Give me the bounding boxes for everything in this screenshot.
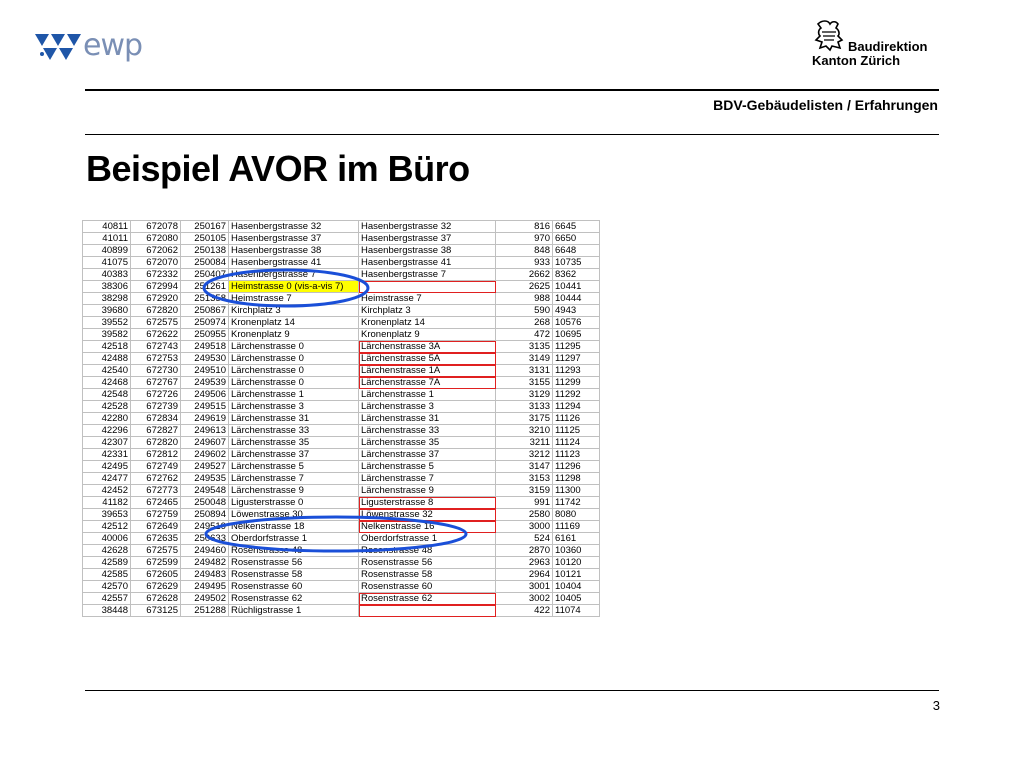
- table-cell: 251261: [181, 281, 229, 293]
- table-row: [83, 221, 600, 233]
- table-cell: Hasenbergstrasse 7: [229, 269, 359, 281]
- table-row: [83, 461, 600, 473]
- table-cell: 3000: [496, 521, 553, 533]
- table-cell: 524: [496, 533, 553, 545]
- table-cell: Hasenbergstrasse 38: [229, 245, 359, 257]
- table-cell: 42557: [83, 593, 131, 605]
- table-cell: 3212: [496, 449, 553, 461]
- table-cell: 249548: [181, 485, 229, 497]
- table-cell: 672629: [131, 581, 181, 593]
- table-cell: 42477: [83, 473, 131, 485]
- table-cell: 249527: [181, 461, 229, 473]
- table-cell: 42468: [83, 377, 131, 389]
- table-cell: Lärchenstrasse 9: [229, 485, 359, 497]
- table-cell: Lärchenstrasse 1: [229, 389, 359, 401]
- table-cell: Lärchenstrasse 5: [359, 461, 496, 473]
- table-cell: 41182: [83, 497, 131, 509]
- table-cell: 672622: [131, 329, 181, 341]
- table-cell: 422: [496, 605, 553, 617]
- table-cell: 249530: [181, 353, 229, 365]
- table-cell: Nelkenstrasse 16: [359, 521, 496, 533]
- table-cell: Rosenstrasse 48: [229, 545, 359, 557]
- table-cell: 11298: [553, 473, 600, 485]
- table-cell: Lärchenstrasse 0: [229, 377, 359, 389]
- table-row: [83, 269, 600, 281]
- table-cell: 672649: [131, 521, 181, 533]
- table-cell: Lärchenstrasse 1A: [359, 365, 496, 377]
- table-cell: Hasenbergstrasse 37: [229, 233, 359, 245]
- table-row: [83, 449, 600, 461]
- table-row: [83, 509, 600, 521]
- table-cell: 11125: [553, 425, 600, 437]
- table-cell: 988: [496, 293, 553, 305]
- table-cell: Rosenstrasse 56: [359, 557, 496, 569]
- table-cell: 6645: [553, 221, 600, 233]
- table-cell: Heimstrasse 7: [229, 293, 359, 305]
- table-cell: Ligusterstrasse 8: [359, 497, 496, 509]
- table-cell: Rüchligstrasse 1: [229, 605, 359, 617]
- table-cell: 11296: [553, 461, 600, 473]
- table-cell: Lärchenstrasse 7: [359, 473, 496, 485]
- header-divider: [85, 89, 939, 91]
- table-cell: 848: [496, 245, 553, 257]
- table-cell: 3147: [496, 461, 553, 473]
- table-cell: 3149: [496, 353, 553, 365]
- table-cell: 10404: [553, 581, 600, 593]
- table-cell: 249506: [181, 389, 229, 401]
- table-cell: 42512: [83, 521, 131, 533]
- table-cell: 672599: [131, 557, 181, 569]
- table-cell: Heimstrasse 7: [359, 293, 496, 305]
- table-row: [83, 557, 600, 569]
- table-cell: Rosenstrasse 60: [359, 581, 496, 593]
- table-cell: Rosenstrasse 60: [229, 581, 359, 593]
- table-cell: 39680: [83, 305, 131, 317]
- table-cell: 672759: [131, 509, 181, 521]
- table-cell: 39653: [83, 509, 131, 521]
- table-cell: 42488: [83, 353, 131, 365]
- table-row: [83, 605, 600, 617]
- table-cell: Löwenstrasse 32: [359, 509, 496, 521]
- table-cell: 11293: [553, 365, 600, 377]
- table-cell: 249535: [181, 473, 229, 485]
- table-cell: Hasenbergstrasse 41: [229, 257, 359, 269]
- table-cell: Rosenstrasse 56: [229, 557, 359, 569]
- table-cell: 672820: [131, 437, 181, 449]
- table-cell: Rosenstrasse 62: [359, 593, 496, 605]
- table-cell: 38306: [83, 281, 131, 293]
- table-cell: 249602: [181, 449, 229, 461]
- table-cell: Hasenbergstrasse 32: [359, 221, 496, 233]
- ewp-logo-icon: [35, 32, 81, 64]
- table-cell: 672743: [131, 341, 181, 353]
- table-cell: 672767: [131, 377, 181, 389]
- table-cell: 8362: [553, 269, 600, 281]
- table-cell: Rosenstrasse 58: [359, 569, 496, 581]
- table-cell: 10120: [553, 557, 600, 569]
- table-row: [83, 413, 600, 425]
- table-cell: Lärchenstrasse 3: [359, 401, 496, 413]
- baudirektion-logo: [812, 18, 942, 68]
- table-cell: 11074: [553, 605, 600, 617]
- table-cell: 8080: [553, 509, 600, 521]
- page-title: Beispiel AVOR im Büro: [86, 148, 470, 189]
- table-cell: 672635: [131, 533, 181, 545]
- table-cell: 672773: [131, 485, 181, 497]
- table-cell: 672762: [131, 473, 181, 485]
- table-cell: Lärchenstrasse 7: [229, 473, 359, 485]
- table-cell: 250048: [181, 497, 229, 509]
- table-cell: 250974: [181, 317, 229, 329]
- baudirektion-label: Baudirektion: [848, 39, 928, 54]
- table-cell: 672812: [131, 449, 181, 461]
- table-cell: 3155: [496, 377, 553, 389]
- table-cell: 672994: [131, 281, 181, 293]
- table-row: [83, 257, 600, 269]
- table-row: [83, 341, 600, 353]
- table-cell: 249482: [181, 557, 229, 569]
- table-cell: 251358: [181, 293, 229, 305]
- table-cell: 10735: [553, 257, 600, 269]
- subtitle-divider: [85, 134, 939, 135]
- table-cell: 10441: [553, 281, 600, 293]
- table-row: [83, 293, 600, 305]
- table-row: [83, 305, 600, 317]
- slide-subtitle: BDV-Gebäudelisten / Erfahrungen: [713, 97, 938, 113]
- table-row: [83, 533, 600, 545]
- table-cell: 3001: [496, 581, 553, 593]
- kanton-zurich-label: Kanton Zürich: [812, 53, 901, 68]
- table-cell: 672605: [131, 569, 181, 581]
- table-cell: 672820: [131, 305, 181, 317]
- table-cell: 672062: [131, 245, 181, 257]
- table-cell: 590: [496, 305, 553, 317]
- table-cell: Hasenbergstrasse 38: [359, 245, 496, 257]
- table-cell: 11169: [553, 521, 600, 533]
- table-cell: 672730: [131, 365, 181, 377]
- table-cell: 10405: [553, 593, 600, 605]
- table-cell: Heimstrasse 0 (vis-a-vis 7): [229, 281, 359, 293]
- table-cell: 38448: [83, 605, 131, 617]
- table-cell: 672575: [131, 545, 181, 557]
- table-cell: Lärchenstrasse 31: [229, 413, 359, 425]
- table-cell: 40006: [83, 533, 131, 545]
- table-cell: 672753: [131, 353, 181, 365]
- table-row: [83, 401, 600, 413]
- table-cell: [359, 281, 496, 293]
- table-cell: 249502: [181, 593, 229, 605]
- ewp-logo-text: ewp: [83, 28, 143, 63]
- table-cell: 6648: [553, 245, 600, 257]
- table-cell: Nelkenstrasse 18: [229, 521, 359, 533]
- table-cell: 11300: [553, 485, 600, 497]
- table-row: [83, 233, 600, 245]
- table-cell: 3135: [496, 341, 553, 353]
- table-cell: 10444: [553, 293, 600, 305]
- table-cell: 42570: [83, 581, 131, 593]
- table-cell: Rosenstrasse 62: [229, 593, 359, 605]
- zurich-lion-crest-icon: [812, 18, 846, 52]
- table-cell: Ligusterstrasse 0: [229, 497, 359, 509]
- table-cell: Hasenbergstrasse 41: [359, 257, 496, 269]
- table-row: [83, 497, 600, 509]
- table-cell: 10576: [553, 317, 600, 329]
- table-cell: 42585: [83, 569, 131, 581]
- table-cell: 249460: [181, 545, 229, 557]
- table-cell: Lärchenstrasse 33: [229, 425, 359, 437]
- table-cell: 10695: [553, 329, 600, 341]
- table-cell: 11295: [553, 341, 600, 353]
- table-cell: Oberdorfstrasse 1: [229, 533, 359, 545]
- table-cell: 250633: [181, 533, 229, 545]
- table-cell: 41011: [83, 233, 131, 245]
- table-cell: Oberdorfstrasse 1: [359, 533, 496, 545]
- table-row: [83, 521, 600, 533]
- table-cell: 40899: [83, 245, 131, 257]
- table-cell: 6650: [553, 233, 600, 245]
- table-row: [83, 389, 600, 401]
- table-cell: Kirchplatz 3: [229, 305, 359, 317]
- table-cell: Kronenplatz 9: [229, 329, 359, 341]
- table-cell: 11299: [553, 377, 600, 389]
- table-cell: 249510: [181, 365, 229, 377]
- table-cell: 11124: [553, 437, 600, 449]
- table-cell: 991: [496, 497, 553, 509]
- table-row: [83, 593, 600, 605]
- table-cell: 250955: [181, 329, 229, 341]
- table-cell: 11742: [553, 497, 600, 509]
- table-row: [83, 377, 600, 389]
- table-cell: 816: [496, 221, 553, 233]
- table-cell: 3153: [496, 473, 553, 485]
- table-cell: 672920: [131, 293, 181, 305]
- footer-divider: [85, 690, 939, 691]
- table-cell: 672726: [131, 389, 181, 401]
- table-row: [83, 365, 600, 377]
- table-cell: 250138: [181, 245, 229, 257]
- table-cell: 39552: [83, 317, 131, 329]
- table-cell: 672628: [131, 593, 181, 605]
- table-cell: Lärchenstrasse 5A: [359, 353, 496, 365]
- table-cell: 42540: [83, 365, 131, 377]
- table-cell: 3133: [496, 401, 553, 413]
- table-cell: 42280: [83, 413, 131, 425]
- table-cell: 2964: [496, 569, 553, 581]
- table-cell: Kronenplatz 14: [359, 317, 496, 329]
- table-row: [83, 353, 600, 365]
- table-cell: 672834: [131, 413, 181, 425]
- table-cell: 3002: [496, 593, 553, 605]
- table-cell: Lärchenstrasse 0: [229, 341, 359, 353]
- table-cell: 672080: [131, 233, 181, 245]
- table-row: [83, 425, 600, 437]
- table-cell: Hasenbergstrasse 7: [359, 269, 496, 281]
- table-cell: 250867: [181, 305, 229, 317]
- table-cell: Hasenbergstrasse 32: [229, 221, 359, 233]
- table-cell: Lärchenstrasse 7A: [359, 377, 496, 389]
- table-cell: 249519: [181, 521, 229, 533]
- table-cell: 250167: [181, 221, 229, 233]
- table-cell: Kronenplatz 9: [359, 329, 496, 341]
- table-cell: 2625: [496, 281, 553, 293]
- table-cell: 10121: [553, 569, 600, 581]
- table-row: [83, 317, 600, 329]
- table-cell: Lärchenstrasse 37: [359, 449, 496, 461]
- table-cell: [359, 605, 496, 617]
- table-cell: 42307: [83, 437, 131, 449]
- table-cell: 472: [496, 329, 553, 341]
- table-cell: Lärchenstrasse 33: [359, 425, 496, 437]
- table-cell: 3129: [496, 389, 553, 401]
- table-cell: 10360: [553, 545, 600, 557]
- table-cell: 249515: [181, 401, 229, 413]
- table-cell: 11294: [553, 401, 600, 413]
- table-cell: Löwenstrasse 30: [229, 509, 359, 521]
- table-cell: 42495: [83, 461, 131, 473]
- table-cell: 250084: [181, 257, 229, 269]
- table-cell: 933: [496, 257, 553, 269]
- table-cell: 42589: [83, 557, 131, 569]
- table-cell: 249518: [181, 341, 229, 353]
- table-cell: 249619: [181, 413, 229, 425]
- table-cell: 249613: [181, 425, 229, 437]
- table-cell: 250407: [181, 269, 229, 281]
- table-row: [83, 473, 600, 485]
- table-row: [83, 281, 600, 293]
- table-row: [83, 581, 600, 593]
- table-cell: 38298: [83, 293, 131, 305]
- table-row: [83, 437, 600, 449]
- table-row: [83, 545, 600, 557]
- table-cell: 672465: [131, 497, 181, 509]
- table-cell: Lärchenstrasse 5: [229, 461, 359, 473]
- table-cell: 39582: [83, 329, 131, 341]
- table-cell: 3159: [496, 485, 553, 497]
- table-cell: 250105: [181, 233, 229, 245]
- table-cell: 3175: [496, 413, 553, 425]
- table-cell: 672070: [131, 257, 181, 269]
- table-cell: Lärchenstrasse 31: [359, 413, 496, 425]
- table-cell: Hasenbergstrasse 37: [359, 233, 496, 245]
- table-cell: 40383: [83, 269, 131, 281]
- table-cell: Kronenplatz 14: [229, 317, 359, 329]
- table-cell: 251288: [181, 605, 229, 617]
- table-cell: 42296: [83, 425, 131, 437]
- table-row: [83, 245, 600, 257]
- table-row: [83, 485, 600, 497]
- table-cell: Lärchenstrasse 0: [229, 353, 359, 365]
- table-cell: 249495: [181, 581, 229, 593]
- table-cell: 672575: [131, 317, 181, 329]
- table-cell: 42528: [83, 401, 131, 413]
- table-cell: 672739: [131, 401, 181, 413]
- table-cell: Rosenstrasse 48: [359, 545, 496, 557]
- table-cell: 2580: [496, 509, 553, 521]
- table-cell: 3131: [496, 365, 553, 377]
- table-cell: 11292: [553, 389, 600, 401]
- table-cell: 672827: [131, 425, 181, 437]
- table-cell: 249607: [181, 437, 229, 449]
- table-cell: 3211: [496, 437, 553, 449]
- table-cell: 249483: [181, 569, 229, 581]
- table-cell: 40811: [83, 221, 131, 233]
- table-cell: 42628: [83, 545, 131, 557]
- table-cell: 6161: [553, 533, 600, 545]
- table-cell: 2662: [496, 269, 553, 281]
- table-cell: 2963: [496, 557, 553, 569]
- table-cell: 3210: [496, 425, 553, 437]
- table-cell: 672749: [131, 461, 181, 473]
- table-cell: 4943: [553, 305, 600, 317]
- table-cell: 42331: [83, 449, 131, 461]
- building-list-table: [82, 220, 600, 617]
- table-cell: Kirchplatz 3: [359, 305, 496, 317]
- table-cell: 42452: [83, 485, 131, 497]
- page-number: 3: [932, 698, 940, 713]
- table-cell: 11297: [553, 353, 600, 365]
- table-cell: 268: [496, 317, 553, 329]
- table-cell: Lärchenstrasse 35: [229, 437, 359, 449]
- table-row: [83, 569, 600, 581]
- table-cell: 672078: [131, 221, 181, 233]
- table-cell: 2870: [496, 545, 553, 557]
- table-cell: Lärchenstrasse 0: [229, 365, 359, 377]
- table-cell: 673125: [131, 605, 181, 617]
- table-cell: Lärchenstrasse 37: [229, 449, 359, 461]
- table-cell: Lärchenstrasse 3: [229, 401, 359, 413]
- table-cell: 11126: [553, 413, 600, 425]
- table-cell: 250894: [181, 509, 229, 521]
- table-cell: Lärchenstrasse 3A: [359, 341, 496, 353]
- table-cell: Lärchenstrasse 1: [359, 389, 496, 401]
- table-cell: Lärchenstrasse 9: [359, 485, 496, 497]
- table-cell: 41075: [83, 257, 131, 269]
- table-cell: Lärchenstrasse 35: [359, 437, 496, 449]
- table-row: [83, 329, 600, 341]
- table-cell: 11123: [553, 449, 600, 461]
- table-cell: 672332: [131, 269, 181, 281]
- table-cell: 42518: [83, 341, 131, 353]
- table-cell: Rosenstrasse 58: [229, 569, 359, 581]
- table-cell: 249539: [181, 377, 229, 389]
- table-cell: 42548: [83, 389, 131, 401]
- table-cell: 970: [496, 233, 553, 245]
